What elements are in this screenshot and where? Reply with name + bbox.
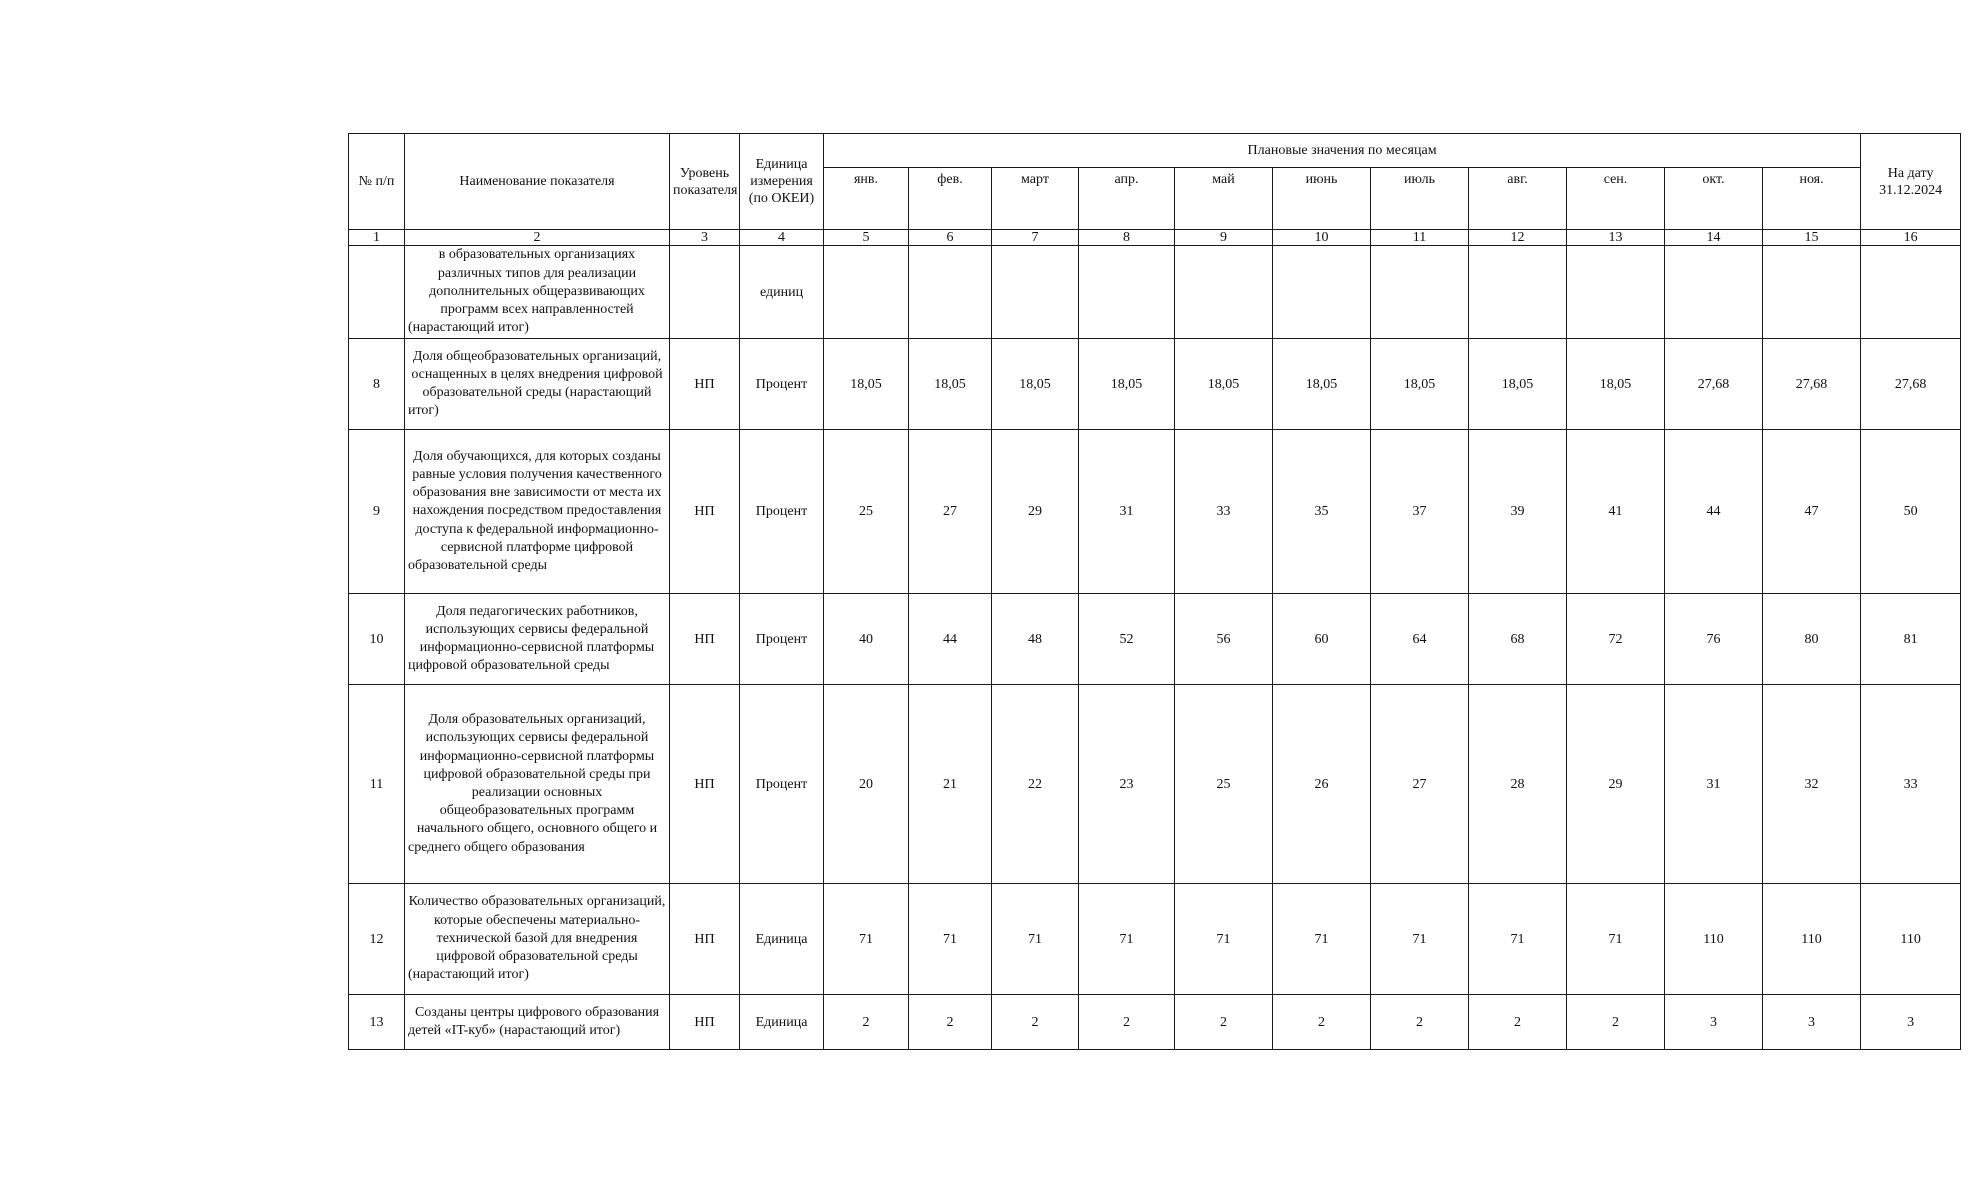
indicator-name: Доля общеобразовательных организаций, оснащенных в целях внедрения цифровой образовательной среды (нарастающий итог) bbox=[405, 339, 670, 430]
month-value: 60 bbox=[1273, 594, 1371, 685]
month-value: 27 bbox=[909, 430, 992, 594]
month-value bbox=[909, 246, 992, 339]
col-header-num: № п/п bbox=[349, 134, 405, 230]
column-number: 12 bbox=[1469, 230, 1567, 246]
month-header: март bbox=[992, 168, 1079, 230]
indicator-level: НП bbox=[670, 884, 740, 995]
month-header: апр. bbox=[1079, 168, 1175, 230]
month-value: 25 bbox=[824, 430, 909, 594]
row-number bbox=[349, 246, 405, 339]
month-value: 71 bbox=[909, 884, 992, 995]
indicator-unit: единиц bbox=[740, 246, 824, 339]
month-value: 64 bbox=[1371, 594, 1469, 685]
month-value: 110 bbox=[1665, 884, 1763, 995]
month-value: 2 bbox=[824, 995, 909, 1050]
month-value: 2 bbox=[1273, 995, 1371, 1050]
row-number: 10 bbox=[349, 594, 405, 685]
row-number: 8 bbox=[349, 339, 405, 430]
col-header-name: Наименование показателя bbox=[405, 134, 670, 230]
final-value: 81 bbox=[1861, 594, 1961, 685]
col-header-date: На дату 31.12.2024 bbox=[1861, 134, 1961, 230]
month-value: 18,05 bbox=[992, 339, 1079, 430]
table-row bbox=[349, 685, 1961, 884]
column-number: 6 bbox=[909, 230, 992, 246]
col-header-unit: Единица измерения (по ОКЕИ) bbox=[740, 134, 824, 230]
month-value: 72 bbox=[1567, 594, 1665, 685]
column-number: 2 bbox=[405, 230, 670, 246]
month-value: 31 bbox=[1665, 685, 1763, 884]
month-value: 18,05 bbox=[1273, 339, 1371, 430]
table-row bbox=[349, 995, 1961, 1050]
month-value bbox=[824, 246, 909, 339]
column-number: 14 bbox=[1665, 230, 1763, 246]
row-number: 11 bbox=[349, 685, 405, 884]
month-value: 3 bbox=[1763, 995, 1861, 1050]
indicator-level: НП bbox=[670, 594, 740, 685]
final-value: 110 bbox=[1861, 884, 1961, 995]
month-value: 2 bbox=[1567, 995, 1665, 1050]
final-value: 50 bbox=[1861, 430, 1961, 594]
table-row bbox=[349, 884, 1961, 995]
indicator-unit: Единица bbox=[740, 995, 824, 1050]
month-value: 71 bbox=[1079, 884, 1175, 995]
month-header: июль bbox=[1371, 168, 1469, 230]
indicator-name: Доля образовательных организаций, использующих сервисы федеральной информационно-сервисной платформы цифровой образовательной среды при реализации основных общеобразовательных программ начального общего, основного общего и среднего общего образования bbox=[405, 685, 670, 884]
column-number: 13 bbox=[1567, 230, 1665, 246]
row-number: 9 bbox=[349, 430, 405, 594]
month-value: 18,05 bbox=[1175, 339, 1273, 430]
row-number: 13 bbox=[349, 995, 405, 1050]
month-value: 18,05 bbox=[824, 339, 909, 430]
column-number: 7 bbox=[992, 230, 1079, 246]
month-value: 71 bbox=[824, 884, 909, 995]
indicator-name: Созданы центры цифрового образования детей «IT-куб» (нарастающий итог) bbox=[405, 995, 670, 1050]
column-number: 1 bbox=[349, 230, 405, 246]
month-value: 40 bbox=[824, 594, 909, 685]
month-value: 29 bbox=[1567, 685, 1665, 884]
month-value: 25 bbox=[1175, 685, 1273, 884]
final-value: 33 bbox=[1861, 685, 1961, 884]
month-value: 71 bbox=[992, 884, 1079, 995]
month-value bbox=[992, 246, 1079, 339]
month-value: 18,05 bbox=[1371, 339, 1469, 430]
column-number: 10 bbox=[1273, 230, 1371, 246]
month-value: 110 bbox=[1763, 884, 1861, 995]
indicator-unit: Процент bbox=[740, 339, 824, 430]
table-row bbox=[349, 339, 1961, 430]
month-value bbox=[1469, 246, 1567, 339]
month-value: 56 bbox=[1175, 594, 1273, 685]
month-value: 71 bbox=[1469, 884, 1567, 995]
row-number: 12 bbox=[349, 884, 405, 995]
col-header-level: Уровень показателя bbox=[670, 134, 740, 230]
month-value: 2 bbox=[1175, 995, 1273, 1050]
month-value bbox=[1567, 246, 1665, 339]
header-row-top bbox=[349, 134, 1961, 168]
table-row bbox=[349, 594, 1961, 685]
column-numbers-row bbox=[349, 230, 1961, 246]
table-row bbox=[349, 430, 1961, 594]
column-number: 3 bbox=[670, 230, 740, 246]
month-value: 32 bbox=[1763, 685, 1861, 884]
month-value: 27 bbox=[1371, 685, 1469, 884]
month-value bbox=[1175, 246, 1273, 339]
month-value: 31 bbox=[1079, 430, 1175, 594]
month-value: 2 bbox=[1469, 995, 1567, 1050]
month-value: 18,05 bbox=[1567, 339, 1665, 430]
indicator-level: НП bbox=[670, 339, 740, 430]
month-value: 28 bbox=[1469, 685, 1567, 884]
month-value: 44 bbox=[1665, 430, 1763, 594]
month-value: 23 bbox=[1079, 685, 1175, 884]
indicator-name: Количество образовательных организаций, которые обеспечены материально-технической базой для внедрения цифровой образовательной среды (нарастающий итог) bbox=[405, 884, 670, 995]
month-value: 3 bbox=[1665, 995, 1763, 1050]
month-header: ноя. bbox=[1763, 168, 1861, 230]
month-header: янв. bbox=[824, 168, 909, 230]
column-number: 8 bbox=[1079, 230, 1175, 246]
month-header: июнь bbox=[1273, 168, 1371, 230]
month-value: 47 bbox=[1763, 430, 1861, 594]
indicator-level bbox=[670, 246, 740, 339]
indicator-unit: Процент bbox=[740, 685, 824, 884]
month-value: 2 bbox=[1079, 995, 1175, 1050]
month-value: 2 bbox=[1371, 995, 1469, 1050]
month-value: 71 bbox=[1175, 884, 1273, 995]
column-number: 16 bbox=[1861, 230, 1961, 246]
month-value: 71 bbox=[1567, 884, 1665, 995]
month-value: 71 bbox=[1371, 884, 1469, 995]
month-value: 76 bbox=[1665, 594, 1763, 685]
column-number: 5 bbox=[824, 230, 909, 246]
indicator-unit: Единица bbox=[740, 884, 824, 995]
month-value bbox=[1665, 246, 1763, 339]
final-value bbox=[1861, 246, 1961, 339]
column-number: 11 bbox=[1371, 230, 1469, 246]
month-header: авг. bbox=[1469, 168, 1567, 230]
month-value: 44 bbox=[909, 594, 992, 685]
month-value: 18,05 bbox=[1469, 339, 1567, 430]
column-number: 9 bbox=[1175, 230, 1273, 246]
month-value: 68 bbox=[1469, 594, 1567, 685]
month-value: 29 bbox=[992, 430, 1079, 594]
month-header: окт. bbox=[1665, 168, 1763, 230]
month-header: сен. bbox=[1567, 168, 1665, 230]
col-header-plan: Плановые значения по месяцам bbox=[824, 134, 1861, 168]
month-value: 22 bbox=[992, 685, 1079, 884]
indicator-level: НП bbox=[670, 430, 740, 594]
month-value: 52 bbox=[1079, 594, 1175, 685]
month-value: 71 bbox=[1273, 884, 1371, 995]
month-value: 35 bbox=[1273, 430, 1371, 594]
month-value: 2 bbox=[909, 995, 992, 1050]
month-value: 20 bbox=[824, 685, 909, 884]
month-value: 39 bbox=[1469, 430, 1567, 594]
month-value: 27,68 bbox=[1763, 339, 1861, 430]
month-header: фев. bbox=[909, 168, 992, 230]
indicator-unit: Процент bbox=[740, 430, 824, 594]
table-row bbox=[349, 246, 1961, 339]
month-value: 2 bbox=[992, 995, 1079, 1050]
indicator-level: НП bbox=[670, 995, 740, 1050]
indicator-name: Доля педагогических работников, использующих сервисы федеральной информационно-сервисной платформы цифровой образовательной среды bbox=[405, 594, 670, 685]
month-value: 21 bbox=[909, 685, 992, 884]
month-value: 18,05 bbox=[1079, 339, 1175, 430]
month-value bbox=[1079, 246, 1175, 339]
month-header: май bbox=[1175, 168, 1273, 230]
indicators-table bbox=[348, 133, 1961, 1050]
month-value: 48 bbox=[992, 594, 1079, 685]
month-value bbox=[1273, 246, 1371, 339]
indicator-name: Доля обучающихся, для которых созданы равные условия получения качественного образования вне зависимости от места их нахождения посредством предоставления доступа к федеральной информационно-сервисной платформе цифровой образовательной среды bbox=[405, 430, 670, 594]
month-value bbox=[1763, 246, 1861, 339]
month-value: 80 bbox=[1763, 594, 1861, 685]
table-body bbox=[349, 246, 1961, 1050]
month-value: 37 bbox=[1371, 430, 1469, 594]
document-page bbox=[348, 133, 1960, 1050]
column-number: 4 bbox=[740, 230, 824, 246]
month-value bbox=[1371, 246, 1469, 339]
month-value: 41 bbox=[1567, 430, 1665, 594]
month-value: 26 bbox=[1273, 685, 1371, 884]
indicator-level: НП bbox=[670, 685, 740, 884]
month-value: 27,68 bbox=[1665, 339, 1763, 430]
final-value: 3 bbox=[1861, 995, 1961, 1050]
indicator-unit: Процент bbox=[740, 594, 824, 685]
final-value: 27,68 bbox=[1861, 339, 1961, 430]
column-number: 15 bbox=[1763, 230, 1861, 246]
month-value: 33 bbox=[1175, 430, 1273, 594]
indicator-name: в образовательных организациях различных типов для реализации дополнительных общеразвивающих программ всех направленностей (нарастающий итог) bbox=[405, 246, 670, 339]
month-value: 18,05 bbox=[909, 339, 992, 430]
